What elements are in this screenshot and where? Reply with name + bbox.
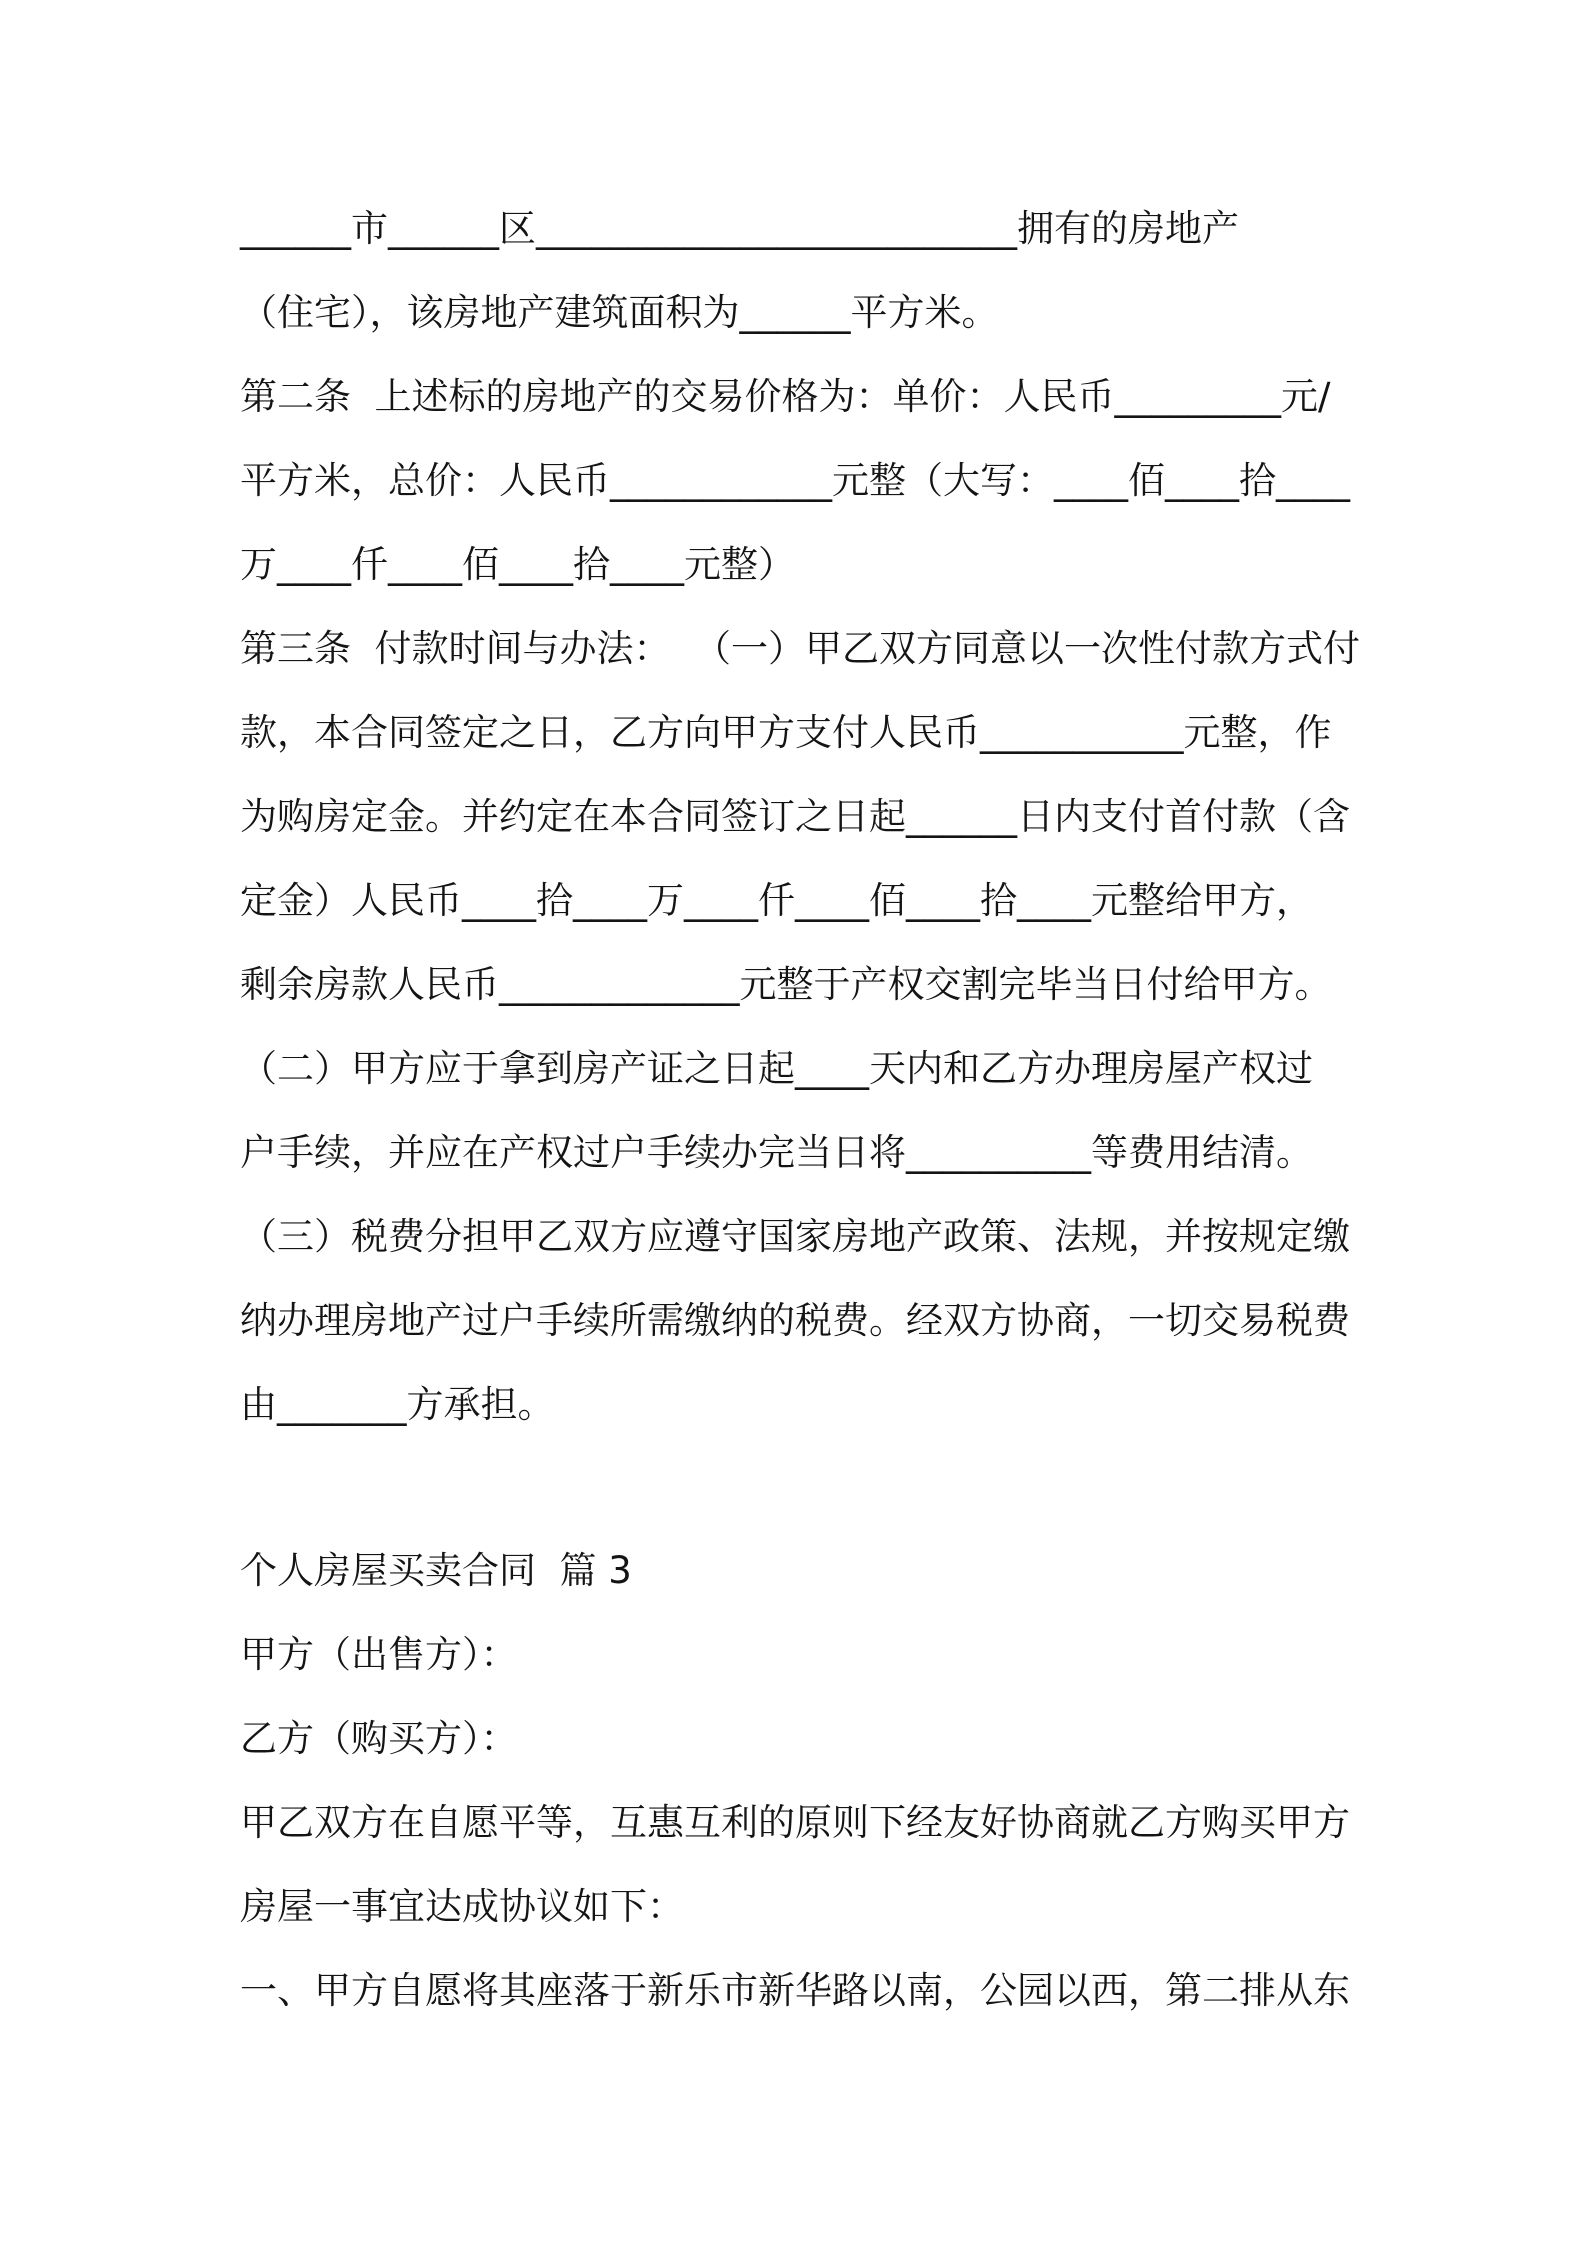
party-a-label: 甲方（出售方）： xyxy=(240,1633,518,1676)
text-line-2: （住宅），该房地产建筑面积为______平方米。 xyxy=(240,291,999,334)
text-line-7: 款，本合同签定之日，乙方向甲方支付人民币___________元整，作 xyxy=(240,711,1332,754)
text-line-1: ______市______区__________________________拥有的房地产 xyxy=(240,207,1239,250)
text-line-11: （二）甲方应于拿到房产证之日起____天内和乙方办理房屋产权过 xyxy=(240,1047,1313,1090)
text-line-6: 第三条 付款时间与办法： （一）甲乙双方同意以一次性付款方式付 xyxy=(240,627,1361,670)
text-line-19: 甲乙双方在自愿平等，互惠互利的原则下经友好协商就乙方购买甲方 xyxy=(240,1801,1350,1844)
text-line-21: 一、甲方自愿将其座落于新乐市新华路以南，公园以西，第二排从东 xyxy=(240,1969,1350,2012)
section-heading: 个人房屋买卖合同 篇 3 xyxy=(240,1549,632,1592)
text-line-14: 纳办理房地产过户手续所需缴纳的税费。经双方协商，一切交易税费 xyxy=(240,1299,1350,1342)
text-line-3: 第二条 上述标的房地产的交易价格为：单价：人民币_________元/ xyxy=(240,375,1331,418)
text-line-5: 万____仟____佰____拾____元整） xyxy=(240,543,795,586)
text-line-20: 房屋一事宜达成协议如下： xyxy=(240,1885,684,1928)
text-line-15: 由_______方承担。 xyxy=(240,1383,555,1426)
text-line-4: 平方米，总价：人民币____________元整（大写：____佰____拾____ xyxy=(240,459,1350,502)
party-b-label: 乙方（购买方）： xyxy=(240,1717,518,1760)
text-line-12: 户手续，并应在产权过户手续办完当日将__________等费用结清。 xyxy=(240,1131,1313,1174)
text-line-9: 定金）人民币____拾____万____仟____佰____拾____元整给甲方， xyxy=(240,879,1313,922)
text-line-13: （三）税费分担甲乙双方应遵守国家房地产政策、法规，并按规定缴 xyxy=(240,1215,1350,1258)
text-line-8: 为购房定金。并约定在本合同签订之日起______日内支付首付款（含 xyxy=(240,795,1350,838)
text-line-10: 剩余房款人民币_____________元整于产权交割完毕当日付给甲方。 xyxy=(240,963,1332,1006)
